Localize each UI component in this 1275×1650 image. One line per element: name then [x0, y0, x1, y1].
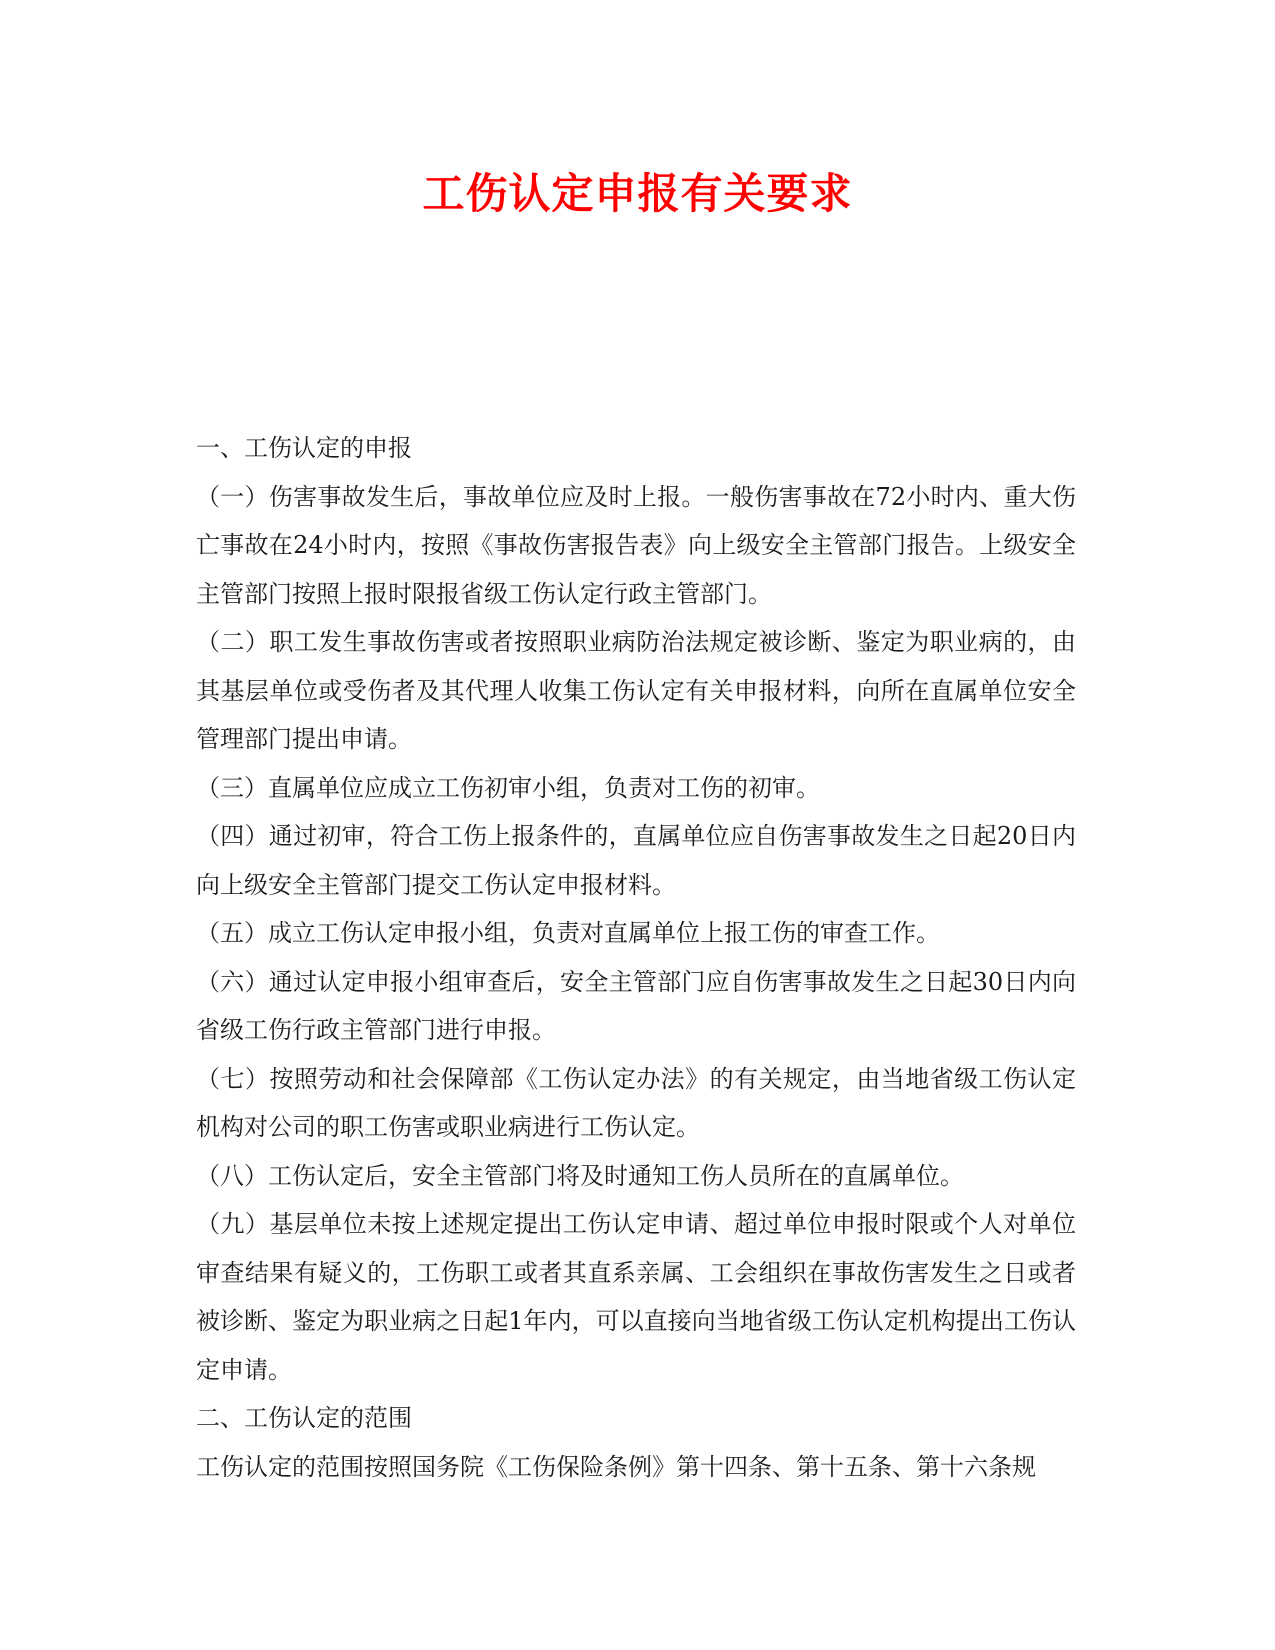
paragraph-6: （六）通过认定申报小组审查后，安全主管部门应自伤害事故发生之日起30日内向省级工伤行政主管部门进行申报。	[196, 967, 1076, 1044]
paragraph-1: （一）伤害事故发生后，事故单位应及时上报。一般伤害事故在72小时内、重大伤亡事故在24小时内，按照《事故伤害报告表》向上级安全主管部门报告。上级安全主管部门按照上报时限报省级工伤认定行政主管部门。	[196, 482, 1076, 608]
document-title: 工伤认定申报有关要求	[422, 169, 853, 218]
paragraph-5: （五）成立工伤认定申报小组，负责对直属单位上报工伤的审查工作。	[196, 919, 940, 947]
document-body	[196, 424, 1076, 1491]
section-1-heading: 一、工伤认定的申报	[196, 434, 412, 462]
paragraph-8: （八）工伤认定后，安全主管部门将及时通知工伤人员所在的直属单位。	[196, 1161, 964, 1190]
paragraph-7: （七）按照劳动和社会保障部《工伤认定办法》的有关规定，由当地省级工伤认定机构对公司的职工伤害或职业病进行工伤认定。	[196, 1064, 1076, 1141]
section-2-text: 工伤认定的范围按照国务院《工伤保险条例》第十四条、第十五条、第十六条规	[196, 1452, 1036, 1481]
section-2-heading: 二、工伤认定的范围	[196, 1404, 412, 1432]
paragraph-9: （九）基层单位未按上述规定提出工伤认定申请、超过单位申报时限或个人对单位审查结果有疑义的，工伤职工或者其直系亲属、工会组织在事故伤害发生之日或者被诊断、鉴定为职业病之日起1年内，可以直接向当地省级工伤认定机构提出工伤认定申请。	[196, 1210, 1076, 1384]
paragraph-3: （三）直属单位应成立工伤初审小组，负责对工伤的初审。	[196, 773, 820, 802]
paragraph-4: （四）通过初审，符合工伤上报条件的，直属单位应自伤害事故发生之日起20日内向上级安全主管部门提交工伤认定申报材料。	[196, 822, 1076, 899]
paragraph-2: （二）职工发生事故伤害或者按照职业病防治法规定被诊断、鉴定为职业病的，由其基层单位或受伤者及其代理人收集工伤认定有关申报材料，向所在直属单位安全管理部门提出申请。	[196, 628, 1076, 753]
